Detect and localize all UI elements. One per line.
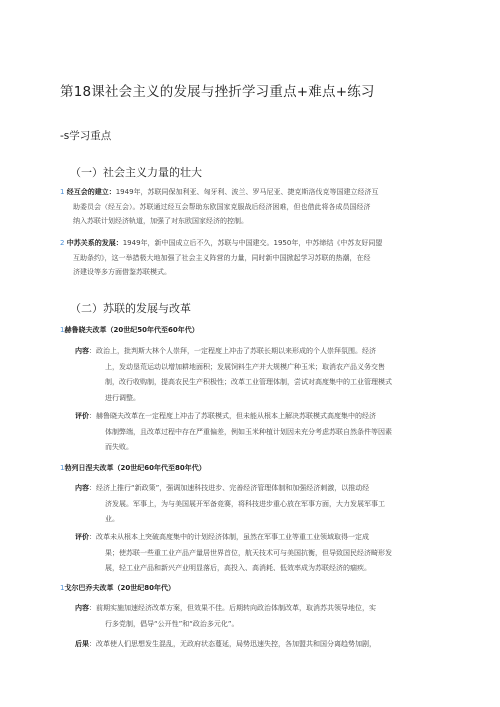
item-label: 中苏关系的发展： bbox=[66, 239, 123, 247]
item-number: 1 bbox=[60, 464, 65, 472]
reform-content-gorbachev bbox=[75, 601, 455, 632]
sub-label: 评价 bbox=[75, 412, 89, 420]
reform-heading-brezhnev bbox=[60, 461, 450, 476]
sub-text-line: ：赫鲁晓夫改革在一定程度上冲击了苏联模式，但未能从根本上解决苏联模式高度集中的经济 bbox=[89, 412, 376, 420]
item-text-line: 助委员会（经互会）。苏联通过经互会帮助东欧国家克服战后经济困难，但也借此将各成员国经济 bbox=[73, 202, 371, 211]
sub-text-line: 展，轻工业产品和新兴产业明显落后，高投入、高消耗、低效率成为苏联经济的痼疾。 bbox=[105, 564, 371, 572]
sub-text-line: 业。 bbox=[105, 515, 119, 523]
item-text-line: 1949年，苏联同保加利亚、匈牙利、波兰、罗马尼亚、捷克斯洛伐克等国建立经济互 bbox=[115, 188, 379, 196]
reform-evaluation-khrushchev bbox=[75, 409, 455, 456]
part2-heading: （二）苏联的发展与改革 bbox=[70, 302, 191, 315]
sub-text-line: ：改革未从根本上突破高度集中的计划经济体制，虽然在军事工业等重工业领域取得一定成 bbox=[89, 533, 369, 541]
sub-text-line: 体制弊端，且改革过程中存在严重偏差，例如玉米种植计划因未充分考虑苏联自然条件等因素 bbox=[105, 427, 392, 436]
sub-text-line: 上，发动垦荒运动以增加耕地面积；发展饲料生产并大规模广种玉米；取消农产品义务交售 bbox=[105, 362, 385, 371]
sub-text-line: 而失败。 bbox=[105, 443, 133, 451]
item-label: 经互会的建立： bbox=[66, 188, 116, 196]
section-heading: -s学习重点 bbox=[60, 130, 112, 142]
item-text-line: 纳入苏联计划经济轨道，加强了对东欧国家经济的控制。 bbox=[73, 217, 248, 225]
sub-text-line: ：前期实施加速经济改革方案，但效果不佳。后期转向政治体制改革，取消苏共领导地位，实 bbox=[89, 604, 376, 612]
sub-text-line: ：政治上，批判斯大林个人崇拜，一定程度上冲击了苏联长期以来形成的个人崇拜氛围。经济 bbox=[89, 347, 376, 355]
page-title: 第18课社会主义的发展与挫折学习重点+难点+练习 bbox=[60, 84, 375, 100]
sub-label: 内容 bbox=[75, 484, 89, 492]
item-text-line: 1949年，新中国成立后不久，苏联与中国建交。1950年，中苏缔结《中苏友好同盟 bbox=[122, 239, 383, 247]
part1-item-1 bbox=[60, 185, 450, 229]
sub-text-line: 行多党制，倡导“公开性”和“政治多元化”。 bbox=[105, 619, 239, 628]
item-number: 2 bbox=[60, 239, 65, 247]
sub-text-line: ：经济上推行“新政策”，强调加速科技进步、完善经济管理体制和加强经济刺激，以推动经 bbox=[89, 484, 370, 492]
sub-text-line: 果；使苏联一些重工业产品产量居世界首位，航天技术可与美国抗衡，但导致国民经济畸形发 bbox=[105, 548, 392, 557]
item-label: 赫鲁晓夫改革 bbox=[64, 326, 107, 334]
item-period: （20世纪60年代至80年代） bbox=[113, 464, 206, 472]
sub-text-line: ：改革使人们思想发生混乱，无政府状态蔓延，局势迅速失控，各加盟共和国分离趋势加剧， bbox=[89, 640, 376, 648]
sub-text-line: 制，改行收购制，提高农民生产积极性；改革工业管理体制，尝试对高度集中的工业管理模式 bbox=[105, 378, 392, 386]
item-text-line: 济建设等多方面借鉴苏联模式。 bbox=[73, 268, 171, 276]
reform-consequence-gorbachev bbox=[75, 637, 455, 653]
part1-item-2 bbox=[60, 236, 450, 280]
item-text-line: 互助条约》，这一举措极大地加强了社会主义阵营的力量，同时新中国掀起学习苏联的热潮，在经 bbox=[73, 253, 371, 262]
item-number: 1 bbox=[60, 584, 65, 592]
item-label: 勃列日涅夫改革 bbox=[64, 464, 114, 472]
item-period: （20世纪80年代） bbox=[113, 584, 175, 592]
sub-label: 评价 bbox=[75, 533, 89, 541]
sub-text-line: 济发展。军事上，为与美国展开军备竞赛，将科技进步重心放在军事方面，大力发展军事工 bbox=[105, 499, 385, 508]
item-label: 戈尔巴乔夫改革 bbox=[64, 584, 114, 592]
sub-label: 内容 bbox=[75, 604, 89, 612]
reform-heading-gorbachev bbox=[60, 581, 450, 596]
part1-heading: （一）社会主义力量的壮大 bbox=[70, 166, 202, 179]
sub-text-line: 进行调整。 bbox=[105, 393, 140, 402]
item-number: 1 bbox=[60, 188, 65, 196]
sub-label: 内容 bbox=[75, 347, 89, 355]
item-period: （20世纪50年代至60年代） bbox=[106, 326, 199, 334]
reform-evaluation-brezhnev bbox=[75, 530, 455, 577]
reform-heading-khrushchev bbox=[60, 323, 450, 338]
reform-content-khrushchev bbox=[75, 344, 455, 406]
sub-label: 后果 bbox=[75, 640, 89, 648]
reform-content-brezhnev bbox=[75, 481, 455, 528]
item-number: 1 bbox=[60, 326, 65, 334]
